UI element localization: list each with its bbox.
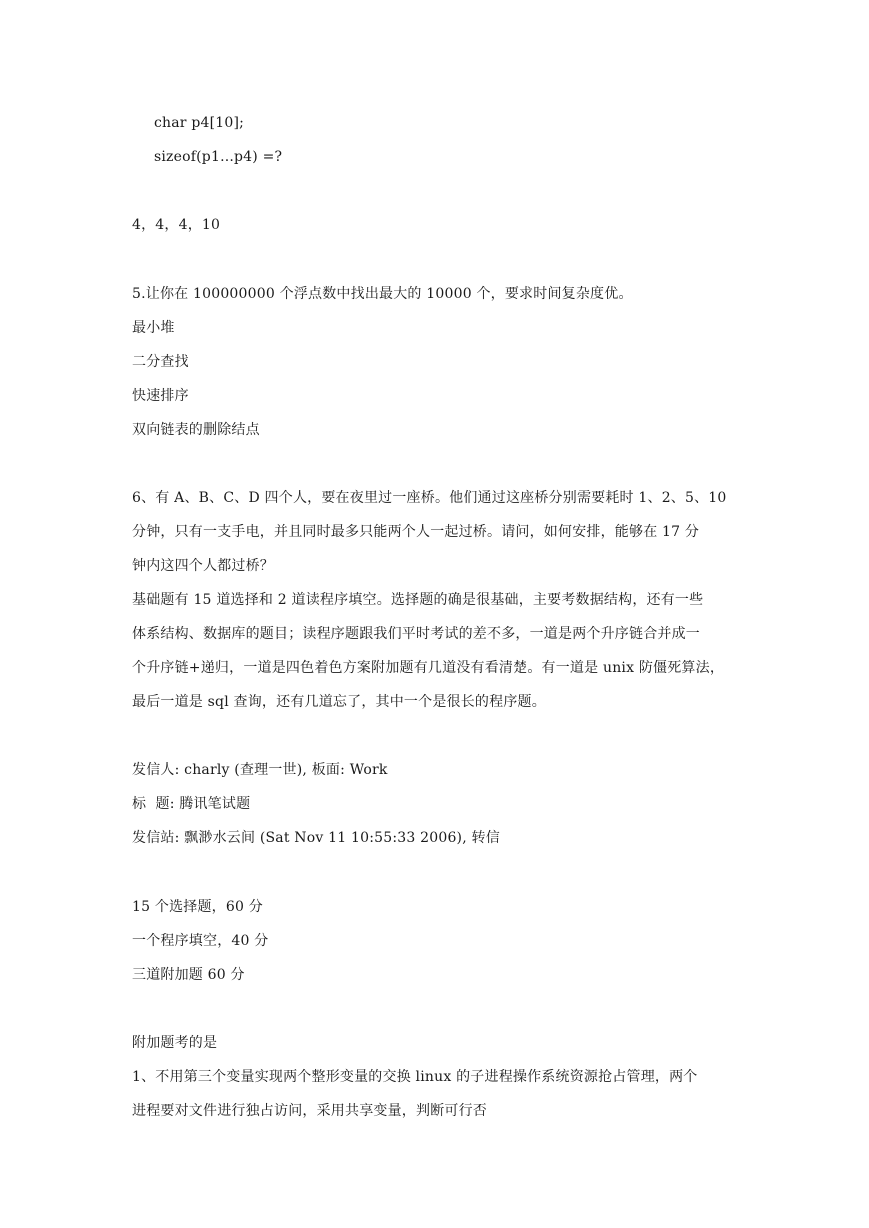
q5-option-quick-sort: 快速排序 (132, 388, 189, 404)
q6-line-1: 6、有 A、B、C、D 四个人，要在夜里过一座桥。他们通过这座桥分别需要耗时 1、2、5、10 (132, 490, 727, 506)
q5-option-min-heap: 最小堆 (132, 320, 175, 336)
post-sender: 发信人: charly (查理一世), 板面: Work (132, 762, 388, 778)
extra-heading: 附加题考的是 (132, 1035, 218, 1051)
scoring-extra: 三道附加题 60 分 (132, 967, 245, 983)
code-line-decl-p4: char p4[10]; (154, 115, 245, 131)
extra-line-1: 1、不用第三个变量实现两个整形变量的交换 linux 的子进程操作系统资源抢占管理，两个 (132, 1069, 698, 1085)
sizeof-answer: 4，4，4，10 (132, 217, 221, 233)
q6-line-2: 分钟，只有一支手电，并且同时最多只能两个人一起过桥。请问，如何安排，能够在 17 分 (132, 524, 700, 540)
q5-question: 5.让你在 100000000 个浮点数中找出最大的 10000 个，要求时间复杂度优。 (132, 286, 633, 302)
q5-option-linked-list-delete: 双向链表的删除结点 (132, 422, 260, 438)
post-station: 发信站: 飘渺水云间 (Sat Nov 11 10:55:33 2006), 转信 (132, 830, 500, 846)
post-subject: 标 题: 腾讯笔试题 (132, 796, 251, 812)
summary-line-3: 个升序链+递归，一道是四色着色方案附加题有几道没有看清楚。有一道是 unix 防僵死算法， (132, 660, 725, 676)
q6-line-3: 钟内这四个人都过桥？ (132, 558, 274, 574)
q5-option-binary-search: 二分查找 (132, 354, 189, 370)
summary-line-2: 体系结构、数据库的题目；读程序题跟我们平时考试的差不多，一道是两个升序链合并成一 (132, 626, 700, 642)
extra-line-2: 进程要对文件进行独占访问，采用共享变量，判断可行否 (132, 1103, 487, 1119)
summary-line-4: 最后一道是 sql 查询，还有几道忘了，其中一个是很长的程序题。 (132, 694, 546, 710)
summary-line-1: 基础题有 15 道选择和 2 道读程序填空。选择题的确是很基础，主要考数据结构，还有一些 (132, 592, 704, 608)
scoring-choice: 15 个选择题，60 分 (132, 899, 263, 915)
scoring-fill-in: 一个程序填空，40 分 (132, 933, 269, 949)
code-line-sizeof: sizeof(p1...p4) =? (154, 149, 283, 165)
